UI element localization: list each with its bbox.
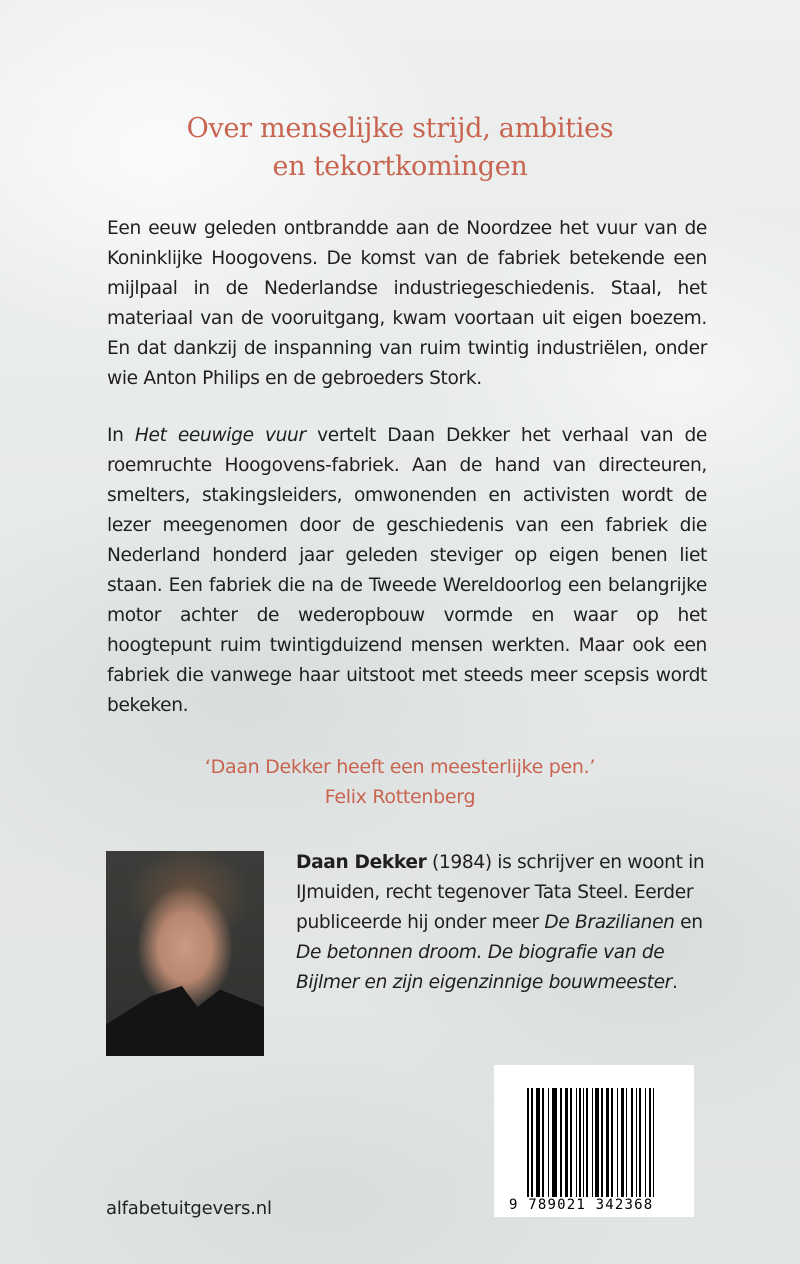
barcode-bars-icon <box>527 1088 675 1200</box>
isbn-barcode <box>494 1065 694 1217</box>
author-photo <box>106 851 264 1056</box>
heading-line-1: Over menselijke strijd, ambities <box>186 113 614 144</box>
endorsement-quote <box>0 752 800 812</box>
quote-text: ‘Daan Dekker heeft een meesterlijke pen.’ <box>204 756 596 778</box>
book-title-2: De betonnen droom. De biografie van de Bijlmer en zijn eigenzinnige bouwmeester <box>296 942 672 993</box>
heading-line-2: en tekortkomingen <box>272 151 528 182</box>
author-photo-shirt <box>106 986 264 1056</box>
paragraph-2-prefix: In <box>107 425 135 446</box>
bio-text-3: . <box>671 972 678 993</box>
blurb-paragraph-1: Een eeuw geleden ontbrandde aan de Noordzee het vuur van de Koninklijke Hoogovens. De komst van de fabriek betekende een mijlpaal in de Nederlandse industriegeschiedenis. Staal, het materiaal van de vooruitgang, kwam voortaan uit eigen boezem. En dat dankzij de inspanning van ruim twintig industriëlen, onder wie Anton Philips en de gebroeders Stork. <box>107 218 707 389</box>
author-bio <box>296 848 716 998</box>
book-title-1: De Brazilianen <box>544 912 675 933</box>
quote-attribution: Felix Rottenberg <box>324 786 476 808</box>
cover-heading <box>0 110 800 186</box>
bio-text-2: en <box>674 912 703 933</box>
isbn-number: 9 789021 342368 <box>509 1197 679 1213</box>
author-name: Daan Dekker <box>296 852 427 873</box>
blurb-paragraph-2 <box>107 421 707 721</box>
paragraph-2-text: vertelt Daan Dekker het verhaal van de roemruchte Hoogovens-fabriek. Aan de hand van directeuren, smelters, stakingsleiders, omwonenden en activisten wordt de lezer meegenomen door de geschiedenis van een fabriek die Nederland honderd jaar geleden steviger op eigen benen liet staan. Een fabriek die na de Tweede Wereldoorlog een belangrijke motor achter de wederopbouw vormde en waar op het hoogtepunt ruim twintigduizend mensen werkten. Maar ook een fabriek die vanwege haar uitstoot met steeds meer scepsis wordt bekeken. <box>107 425 707 716</box>
publisher-website: alfabetuitgevers.nl <box>106 1198 272 1219</box>
book-title: Het eeuwige vuur <box>134 425 306 446</box>
bio-text-1: (1984) is schrijver en woont in IJmuiden, recht tegenover Tata Steel. Eerder publiceerde hij onder meer <box>296 852 705 933</box>
